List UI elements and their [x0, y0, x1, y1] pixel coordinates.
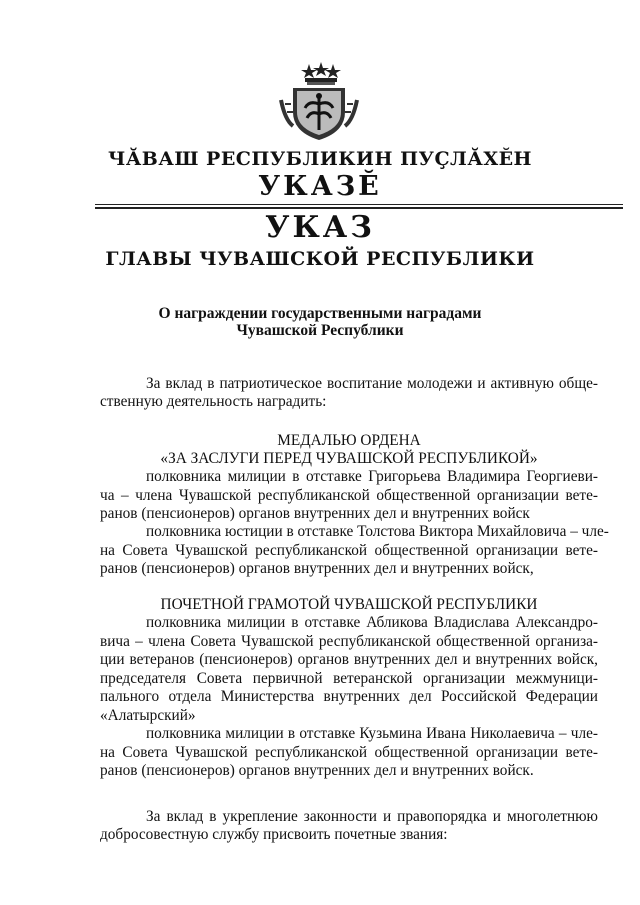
body-line: За вклад в укрепление законности и правопорядка и многолетнюю: [146, 808, 598, 825]
subject-line: Чувашской Республики: [236, 322, 404, 339]
award-heading: МЕДАЛЬЮ ОРДЕНА: [277, 432, 421, 449]
body-line: на Совета Чувашской республиканской общественной организации вете-: [100, 744, 598, 761]
decree-subtitle: ГЛАВЫ ЧУВАШСКОЙ РЕСПУБЛИКИ: [105, 248, 535, 270]
subject-line: О награждении государственными наградами: [158, 305, 482, 322]
decree-subject: [0, 305, 640, 339]
body-line: «Алатырский»: [100, 707, 196, 724]
body-line: на Совета Чувашской республиканской общественной организации вете-: [100, 542, 598, 559]
body-line: ранов (пенсионеров) органов внутренних дел и внутренних войск.: [100, 762, 534, 779]
award-heading: «ЗА ЗАСЛУГИ ПЕРЕД ЧУВАШСКОЙ РЕСПУБЛИКОЙ»: [160, 450, 538, 467]
body-line: председателя Совета первичной ветеранской организации межмуници-: [100, 670, 598, 687]
body-line: пального отдела Министерства внутренних дел Российской Федерации: [100, 688, 598, 705]
body-line: полковника юстиции в отставке Толстова Виктора Михайловича – чле-: [146, 523, 609, 540]
body-line: ции ветеранов (пенсионеров) органов внутренних дел и внутренних войск,: [100, 651, 598, 668]
header-divider-thick: [95, 207, 623, 209]
body-line: полковника милиции в отставке Кузьмина Ивана Николаевича – чле-: [146, 725, 598, 742]
body-line: полковника милиции в отставке Григорьева Владимира Георгиеви-: [146, 468, 598, 485]
award-heading: ПОЧЕТНОЙ ГРАМОТОЙ ЧУВАШСКОЙ РЕСПУБЛИКИ: [160, 596, 538, 613]
body-line: полковника милиции в отставке Абликова Владислава Александро-: [146, 614, 598, 631]
body-line: ранов (пенсионеров) органов внутренних дел и внутренних войск,: [100, 560, 534, 577]
chuvash-header-line: ЧӐВАШ РЕСПУБЛИКИН ПУҪЛӐХӖН: [107, 148, 533, 170]
header-divider: [95, 204, 623, 205]
chuvash-emblem-icon: [271, 60, 367, 142]
body-line: За вклад в патриотическое воспитание молодежи и активную обще-: [146, 375, 598, 392]
body-line: ранов (пенсионеров) органов внутренних дел и внутренних войск: [100, 505, 530, 522]
chuvash-decree-word: УКАЗӖ: [258, 171, 382, 202]
decree-title: УКАЗ: [265, 210, 375, 245]
body-line: добросовестную службу присвоить почетные звания:: [100, 826, 448, 843]
body-line: ча – члена Чувашской республиканской общественной организации вете-: [100, 487, 598, 504]
body-line: вича – члена Совета Чувашской республиканской общественной организа-: [100, 633, 598, 650]
body-line: ственную деятельность наградить:: [100, 393, 327, 410]
